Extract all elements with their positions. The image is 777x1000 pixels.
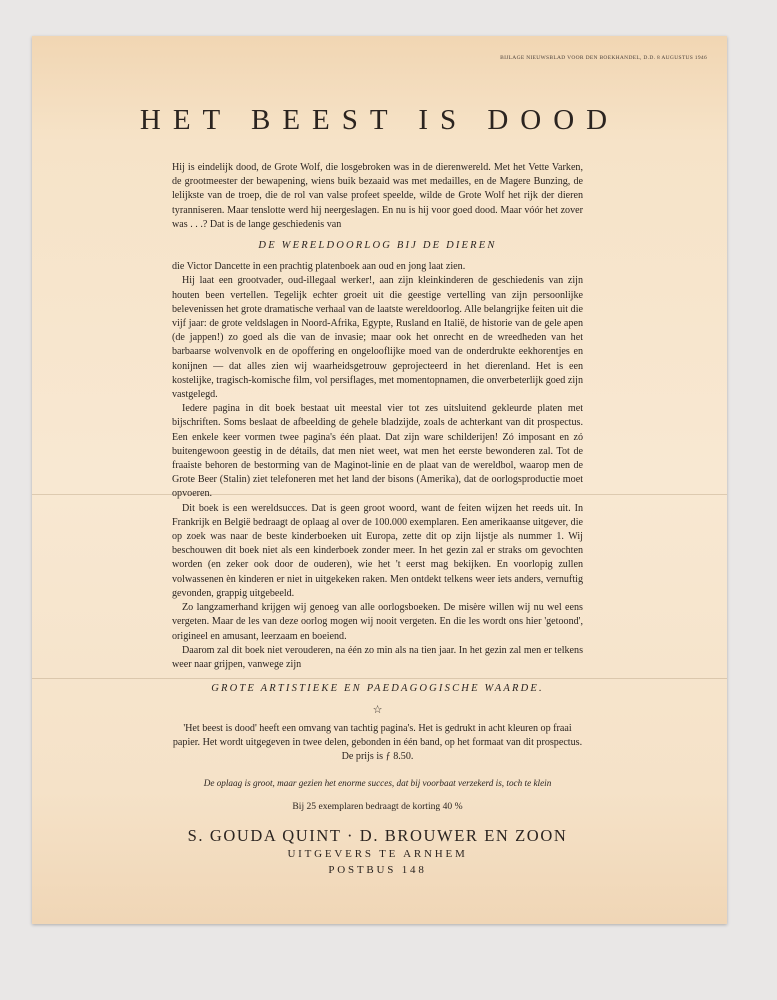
publisher-pobox: POSTBUS 148	[328, 863, 427, 876]
article-body	[172, 161, 583, 877]
paragraph: Daarom zal dit boek niet verouderen, na één zo min als na tien jaar. In het gezin zal men er telkens weer naar grijpen, vanwege zijn	[172, 644, 583, 670]
product-details: 'Het beest is dood' heeft een omvang van tachtig pagina's. Het is gedrukt in acht kleuren op fraai papier. Het wordt uitgegeven in twee delen, gebonden in één band, op het formaat van dit prospectus. De prijs is ƒ 8.50.	[172, 722, 583, 762]
paragraph: die Victor Dancette in een prachtig platenboek aan oud en jong laat zien.	[172, 261, 466, 273]
document-page	[32, 36, 727, 924]
header-line: BIJLAGE NIEUWSBLAD VOOR DEN BOEKHANDEL, D.D. 8 AUGUSTUS 1946	[500, 55, 707, 61]
publisher-name: S. GOUDA QUINT · D. BROUWER EN ZOON	[187, 825, 568, 845]
star-ornament: ☆	[372, 704, 383, 717]
intro-paragraph: Hij is eindelijk dood, de Grote Wolf, die losgebroken was in de dierenwereld. Met het Vette Varken, de grootmeester der bewapening, wiens buik bezaaid was met medailles, en de Magere Bunzing, de lelijkste van de troep, die de rol van valse profeet speelde, wilde de Grote Wolf het rijk der dieren tyranniseren. Maar tenslotte werd hij neergeslagen. En nu is hij voor goed dood. Maar vóór het zover was . . .? Dat is de lange geschiedenis van	[172, 162, 583, 230]
paragraph: Dit boek is een wereldsucces. Dat is geen groot woord, want de feiten wijzen het reeds uit. In Frankrijk en België bedraagt de oplaag al over de 100.000 exemplaren. Een amerikaanse uitgever, die op zoek was naar de beste kinderboeken uit Europa, zette dit op zijn lijstje als nummer 1. Wij beschouwen dit boek niet als een kinderboek zonder meer. In het gezin zal er straks om gevochten worden (en zeker ook door de ouderen), wie het 't eerst mag bekijken. En voorlopig zullen volwassenen èn kinderen er niet in uitgekeken raken. Men ontdekt telkens weer iets anders, vernuftig gevonden, grappig uitgebeeld.	[172, 502, 583, 599]
sub-heading: GROTE ARTISTIEKE EN PAEDAGOGISCHE WAARDE.	[211, 683, 544, 695]
discount-note: Bij 25 exemplaren bedraagt de korting 40 %	[292, 801, 463, 813]
publisher-city: UITGEVERS TE ARNHEM	[287, 847, 468, 860]
paragraph: Hij laat een grootvader, oud-illegaal werker!, aan zijn kleinkinderen de geschiedenis van zijn houten been vertellen. Tegelijk echter groeit uit die geestige vertelling van zijn persoonlijke belevenissen het grote dramatische verhaal van de laatste wereldoorlog. Alle belangrijke feiten uit die vijf jaar: de grote veldslagen in Noord-Afrika, Egypte, Rusland en Italië, de historie van de gele apen (de jappen!) zo goed als die van de invasie; maar ook het onrecht en de wreedheden van het barbaarse wolvenvolk en de opoffering en ongelooflijke moed van de onderdrukte eekhorentjes en konijnen — dat alles zien wij waarheidsgetrouw geprojecteerd in het dierenland. Het is een kostelijke, tragisch-komische film, vol persiflages, met momentopnamen, die onverbeterlijk goed zijn vastgelegd.	[172, 275, 583, 401]
paragraph: Zo langzamerhand krijgen wij genoeg van alle oorlogsboeken. De misère willen wij nu wel eens vergeten. Maar de les van deze oorlog mogen wij nooit vergeten. En die les wordt ons hier 'getoond', origineel en amusant, leerzaam en boeiend.	[172, 602, 583, 642]
page-title: HET BEEST IS DOOD	[139, 104, 620, 136]
paragraph: Iedere pagina in dit boek bestaat uit meestal vier tot zes uitsluitend gekleurde platen met bijschriften. Soms beslaat de afbeelding de gehele bladzijde, zoals de achterkant van dit prospectus. Een enkele keer vormen twee pagina's één plaat. Dat zijn ware schilderijen! Zó imposant en zó buitengewoon geestig in de détails, dat men niet weet, wat men het eerste bewonderen zal. Tot de fraaiste behoren de bestorming van de Maginot-linie en de plaat van de wereldbol, waarop men de Grote Beer (Stalin) ziet telefoneren met het land der bisons (Amerika), dat de oorlogsproductie moet opvoeren.	[172, 403, 583, 500]
edition-note: De oplaag is groot, maar gezien het enorme succes, dat bij voorbaat verzekerd is, toch te klein	[203, 778, 552, 789]
sub-heading: DE WERELDOORLOG BIJ DE DIEREN	[258, 240, 497, 252]
